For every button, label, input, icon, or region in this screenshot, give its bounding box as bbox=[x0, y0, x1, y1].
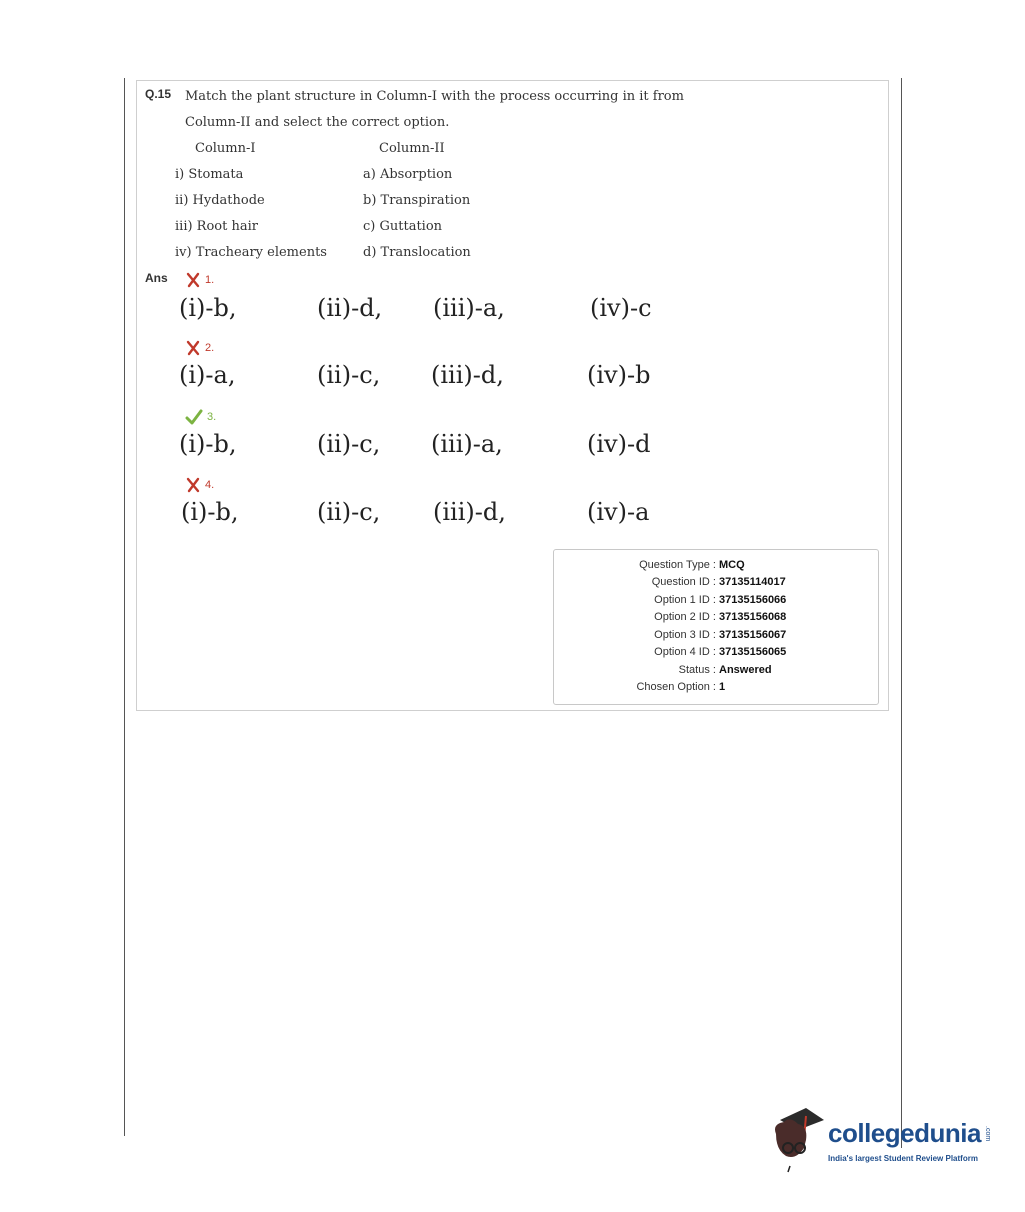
question-text-line2: Column-II and select the correct option. bbox=[185, 115, 450, 130]
column2-item: b) Transpiration bbox=[363, 193, 471, 208]
option-number: 2. bbox=[205, 341, 215, 354]
option1-id-value: 37135156066 bbox=[719, 594, 787, 606]
left-margin-line bbox=[124, 78, 125, 1136]
option-2-part: (iii)-d, bbox=[431, 361, 504, 389]
brand-name: collegedunia bbox=[828, 1118, 981, 1148]
option-2-part: (i)-a, bbox=[179, 361, 236, 389]
column1-item: iii) Root hair bbox=[175, 219, 258, 234]
info-label: Option 4 ID : bbox=[654, 646, 716, 658]
column1-item: ii) Hydathode bbox=[175, 193, 265, 208]
status-value: Answered bbox=[719, 664, 772, 676]
option-1-header bbox=[185, 271, 214, 289]
question-id-value: 37135114017 bbox=[719, 576, 786, 588]
info-label: Status : bbox=[678, 664, 716, 676]
option-3-part: (iv)-d bbox=[587, 430, 651, 458]
option3-id-value: 37135156067 bbox=[719, 629, 787, 641]
answer-label: Ans bbox=[145, 271, 168, 285]
correct-check-icon bbox=[185, 409, 203, 425]
question-text-line1: Match the plant structure in Column-I with the process occurring in it from bbox=[185, 89, 684, 104]
brand-suffix: .com bbox=[984, 1126, 991, 1142]
question-card bbox=[136, 80, 889, 711]
chosen-option-value: 1 bbox=[719, 681, 726, 693]
brand-tagline: India's largest Student Review Platform bbox=[828, 1154, 978, 1163]
column2-item: c) Guttation bbox=[363, 219, 443, 234]
option-4-part: (ii)-c, bbox=[317, 498, 381, 526]
option-2-header bbox=[185, 339, 214, 357]
option-3-part: (i)-b, bbox=[179, 430, 237, 458]
info-label: Question Type : bbox=[639, 559, 716, 571]
info-label: Question ID : bbox=[651, 576, 716, 588]
option-4-part: (i)-b, bbox=[181, 498, 239, 526]
option-3-part: (iii)-a, bbox=[431, 430, 503, 458]
option-1-part: (iii)-a, bbox=[433, 294, 505, 322]
option4-id-value: 37135156065 bbox=[719, 646, 787, 658]
column1-header: Column-I bbox=[195, 141, 256, 156]
option-1-part: (ii)-d, bbox=[317, 294, 383, 322]
info-label: Chosen Option : bbox=[636, 681, 716, 693]
info-label: Option 3 ID : bbox=[654, 629, 716, 641]
info-label: Option 2 ID : bbox=[654, 611, 716, 623]
wrong-cross-icon bbox=[185, 340, 201, 356]
column1-item: iv) Tracheary elements bbox=[175, 245, 327, 260]
collegedunia-logo bbox=[766, 1104, 992, 1176]
column2-header: Column-II bbox=[379, 141, 445, 156]
wrong-cross-icon bbox=[185, 477, 201, 493]
option-2-part: (ii)-c, bbox=[317, 361, 381, 389]
option-number: 4. bbox=[205, 478, 215, 491]
info-label: Option 1 ID : bbox=[654, 594, 716, 606]
question-number: Q.15 bbox=[145, 87, 172, 101]
option-2-part: (iv)-b bbox=[587, 361, 651, 389]
right-margin-line bbox=[901, 78, 902, 1148]
option-number: 1. bbox=[205, 273, 215, 286]
question-type-value: MCQ bbox=[719, 559, 745, 571]
option-3-part: (ii)-c, bbox=[317, 430, 381, 458]
option2-id-value: 37135156068 bbox=[719, 611, 787, 623]
option-4-header bbox=[185, 476, 214, 494]
option-1-part: (i)-b, bbox=[179, 294, 237, 322]
mascot-icon bbox=[766, 1104, 826, 1174]
option-number: 3. bbox=[207, 410, 217, 423]
option-4-part: (iv)-a bbox=[587, 498, 650, 526]
option-4-part: (iii)-d, bbox=[433, 498, 506, 526]
column2-item: d) Translocation bbox=[363, 245, 471, 260]
wrong-cross-icon bbox=[185, 272, 201, 288]
column1-item: i) Stomata bbox=[175, 167, 244, 182]
column2-item: a) Absorption bbox=[363, 167, 453, 182]
question-info-box bbox=[553, 549, 879, 705]
option-1-part: (iv)-c bbox=[590, 294, 652, 322]
option-3-header bbox=[185, 408, 216, 426]
